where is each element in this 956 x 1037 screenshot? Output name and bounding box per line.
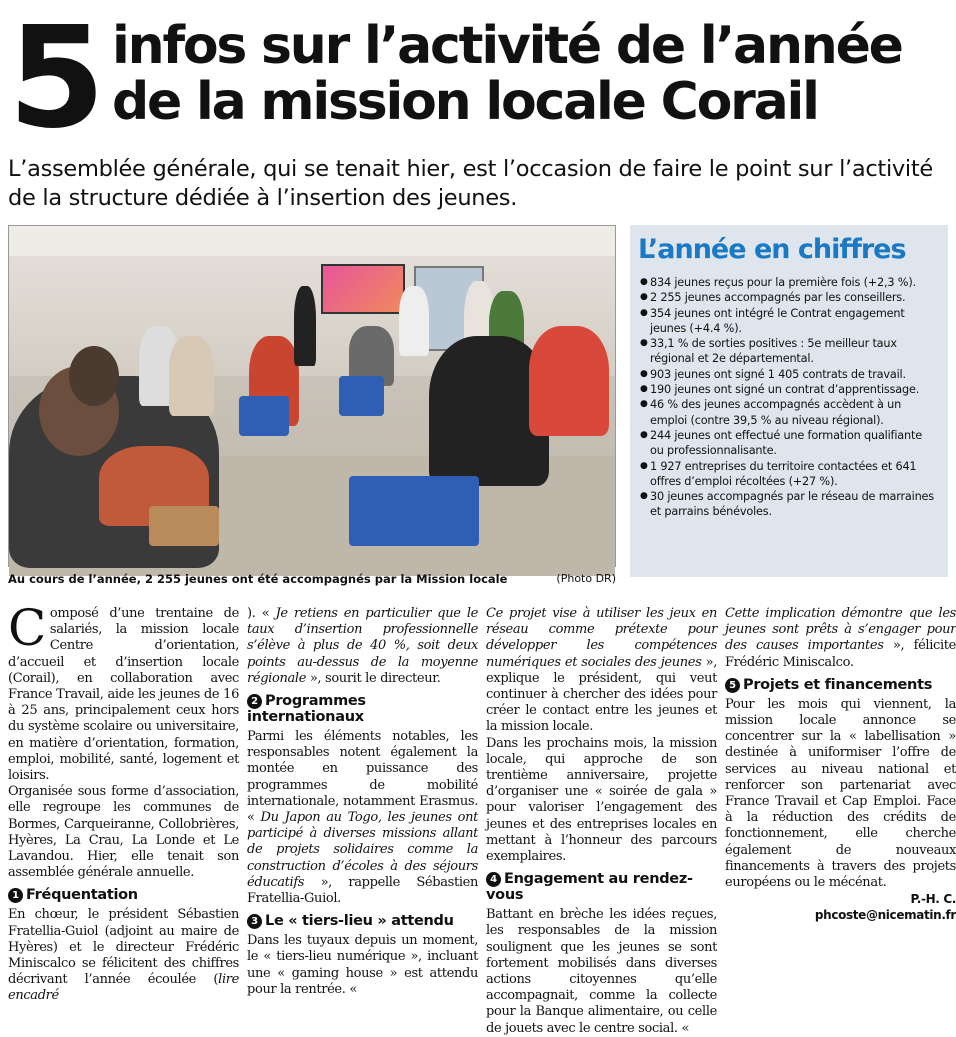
- section-number-badge: 2: [247, 694, 262, 709]
- headline-line-2: de la mission locale Corail: [112, 72, 818, 132]
- paragraph: Pour les mois qui viennent, la mission locale annonce se concentrer sur la « labellisation » destinée à uniformiser l’offre de services au niveau national et renforcer son partenariat avec France Travail et Cap Emploi. Face à la réduction des crédits de fonctionnement, elle cherche également de nouveaux financements à travers des projets européens ou le mécénat.: [725, 696, 956, 891]
- photo-credit: (Photo DR): [556, 572, 616, 585]
- section-number-badge: 4: [486, 872, 501, 887]
- section-heading-4: 4 Engagement au rendez-vous: [486, 871, 693, 904]
- caption-text: Au cours de l’année, 2 255 jeunes ont été accompagnés par la Mission locale: [8, 572, 508, 586]
- article-column-4: [725, 606, 956, 924]
- chiffres-item: ● 2 255 jeunes accompagnés par les conseillers.: [640, 290, 938, 305]
- intro-paragraph: Composé d’une trentaine de salariés, la mission locale Centre d’orientation, d’accueil et d’insertion locale (Corail), en collaboration avec France Travail, aide les jeunes de 16 à 25 ans, principalement ceux hors du système scolaire ou universitaire, en matière d’orientation, formation, emploi, mobilité, santé, logement et loisirs.: [8, 599, 239, 784]
- chiffres-item: ● 1 927 entreprises du territoire contactées et 641 offres d’emploi récoltées (+27 %).: [640, 459, 938, 490]
- headline-number: 5: [8, 0, 100, 160]
- section-heading-1: 1 Fréquentation: [8, 887, 239, 903]
- chiffres-box: [630, 225, 948, 577]
- section-number-badge: 1: [8, 888, 23, 903]
- chiffres-item: ● 33,1 % de sorties positives : 5e meilleur taux régional et 2e départemental.: [640, 336, 938, 367]
- headline-line-1: infos sur l’activité de l’année: [112, 16, 902, 76]
- headline-title: [112, 18, 952, 130]
- paragraph: Ce projet vise à utiliser les jeux en réseau comme prétexte pour développer les compétences numériques et sociales des jeunes », explique le président, qui veut continuer à chercher des idées pour créer le contact entre les jeunes et la mission locale.: [486, 606, 718, 735]
- section-heading-2: 2 Programmes internationaux: [247, 693, 366, 726]
- section-heading-3: 3 Le « tiers-lieu » attendu: [247, 913, 478, 929]
- article-column-1: [8, 599, 239, 1005]
- author-initials: P.-H. C.: [910, 892, 956, 907]
- article-column-2: [247, 606, 478, 998]
- paragraph: Cette implication démontre que les jeunes sont prêts à s’engager pour des causes importantes », félicite Frédéric Miniscalco.: [725, 606, 956, 670]
- photo-caption: [8, 572, 616, 586]
- paragraph: Dans les prochains mois, la mission locale, qui approche de son trentième anniversaire, projette d’organiser une « soirée de gala » pour valoriser l’engagement des jeunes et des entreprises locales en mettant à l’honneur des parcours exemplaires.: [486, 735, 717, 865]
- paragraph: Dans les tuyaux depuis un moment, le « tiers-lieu numérique », incluant une « gaming house » est attendu pour la rentrée. «: [247, 933, 478, 997]
- author-email[interactable]: phcoste@nicematin.fr: [814, 908, 956, 923]
- section-number-badge: 5: [725, 678, 740, 693]
- paragraph: Battant en brèche les idées reçues, les responsables de la mission soulignent que les jeunes se sont fortement mobilisés dans diverses actions citoyennes qu’elle accompagnait, comme la collecte pour la Banque alimentaire, ou celle de jouets avec le centre social. «: [486, 907, 717, 1036]
- paragraph: En chœur, le président Sébastien Fratellia-Guiol (adjoint au maire de Hyères) et le directeur Frédéric Miniscalco se félicitent des chiffres décrivant l’année écoulée (lire encadré: [8, 907, 239, 1004]
- paragraph: Organisée sous forme d’association, elle regroupe les communes de Bormes, Carqueiranne, Collobrières, Hyères, La Crau, La Londe et Le Lavandou. Hier, elle tenait son assemblée générale annuelle.: [8, 784, 239, 881]
- chiffres-item: ● 903 jeunes ont signé 1 405 contrats de travail.: [640, 367, 938, 382]
- lede: L’assemblée générale, qui se tenait hier, est l’occasion de faire le point sur l’activité de la structure dédiée à l’insertion des jeunes.: [8, 156, 933, 211]
- section-heading-5: 5 Projets et financements: [725, 677, 956, 693]
- projection-screen: [321, 264, 405, 314]
- chiffres-title: L’année en chiffres: [638, 234, 906, 265]
- chiffres-item: ● 244 jeunes ont effectué une formation qualifiante ou professionnalisante.: [640, 428, 938, 459]
- section-number-badge: 3: [247, 914, 262, 929]
- paragraph: ). « Je retiens en particulier que le taux d’insertion professionnelle s’élève à plus de 40 %, soit deux points au-dessus de la moyenne régionale », sourit le directeur.: [247, 606, 478, 686]
- article-column-3: [486, 606, 717, 1037]
- paragraph: Parmi les éléments notables, les responsables notent également la montée en puissance des programmes de mobilité internationale, notamment Erasmus. « Du Japon au Togo, les jeunes ont participé à diverses missions allant de projets solidaires comme la construction d’écoles à des séjours éducatifs », rappelle Sébastien Fratellia-Guiol.: [247, 729, 479, 907]
- dropcap: C: [8, 599, 46, 657]
- chiffres-item: ● 30 jeunes accompagnés par le réseau de marraines et parrains bénévoles.: [640, 489, 938, 520]
- chiffres-item: ● 190 jeunes ont signé un contrat d’apprentissage.: [640, 382, 938, 397]
- article-photo: [8, 225, 616, 567]
- chiffres-item: ● 46 % des jeunes accompagnés accèdent à un emploi (contre 39,5 % au niveau régional).: [640, 397, 938, 428]
- chiffres-item: ● 834 jeunes reçus pour la première fois (+2,3 %).: [640, 275, 938, 290]
- chiffres-item: ● 354 jeunes ont intégré le Contrat engagement jeunes (+4.4 %).: [640, 306, 938, 337]
- chiffres-list: [640, 275, 938, 520]
